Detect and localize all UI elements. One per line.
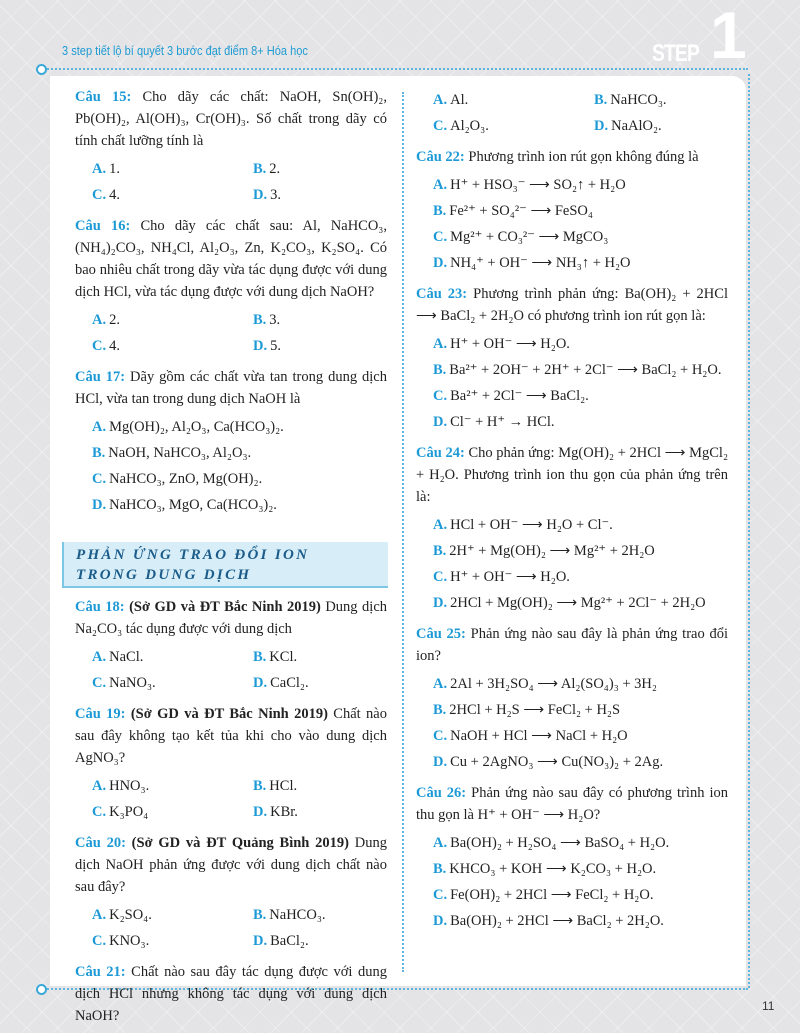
option-c <box>433 882 728 908</box>
question-18-options <box>92 644 387 696</box>
option-text: 2HCl + Mg(OH)₂ ⟶ Mg²⁺ + 2Cl⁻ + 2H₂O <box>450 595 706 611</box>
question-label: Câu 25: <box>416 626 466 642</box>
option-letter: B. <box>253 649 267 665</box>
option-d <box>433 590 728 616</box>
question-text: Cho dãy các chất sau: Al, NaHCO₃, (NH₄)₂CO₃, NH₄Cl, Al₂O₃, Zn, K₂CO₃, K₂SO₄. Có bao nhiêu chất trong dãy vừa tác dụng được với dung dịch HCl, vừa tác dụng được với dung dịch NaOH? <box>75 218 387 300</box>
option-letter: C. <box>433 118 448 134</box>
question-source: (Sở GD và ĐT Bắc Ninh 2019) <box>125 706 328 722</box>
option-letter: C. <box>433 229 448 245</box>
option-text: 2. <box>109 312 120 328</box>
option-text: BaCl₂. <box>270 933 309 949</box>
option-text: Fe(OH)₂ + 2HCl ⟶ FeCl₂ + H₂O. <box>450 887 654 903</box>
question-label: Câu 16: <box>75 218 131 234</box>
option-letter: B. <box>253 907 267 923</box>
option-c <box>92 182 253 208</box>
option-d <box>594 113 728 139</box>
question-20 <box>75 832 387 898</box>
question-24 <box>416 442 728 508</box>
option-letter: C. <box>92 675 107 691</box>
question-label: Câu 21: <box>75 964 126 980</box>
option-b <box>253 773 387 799</box>
question-label: Câu 19: <box>75 706 126 722</box>
option-text: H⁺ + OH⁻ ⟶ H₂O. <box>450 336 570 352</box>
option-letter: A. <box>433 835 448 851</box>
right-dotted-border <box>748 74 750 988</box>
option-text: Cu + 2AgNO₃ ⟶ Cu(NO₃)₂ + 2Ag. <box>450 754 664 770</box>
option-letter: C. <box>92 338 107 354</box>
option-d <box>253 333 387 359</box>
question-text: Chất nào sau đây tác dụng được với dung dịch HCl nhưng không tác dụng với dung dịch NaOH? <box>75 964 387 1024</box>
option-letter: B. <box>433 543 447 559</box>
option-d <box>92 492 387 518</box>
option-a <box>433 172 728 198</box>
question-23-options <box>433 331 728 435</box>
option-letter: B. <box>253 778 267 794</box>
option-text: Fe²⁺ + SO₄²⁻ ⟶ FeSO₄ <box>449 203 593 219</box>
option-b <box>433 538 728 564</box>
option-text: Al. <box>450 92 469 108</box>
option-d <box>253 799 387 825</box>
option-text: K₂SO₄. <box>109 907 152 923</box>
option-letter: A. <box>92 778 107 794</box>
question-22 <box>416 146 728 168</box>
option-text: Ba²⁺ + 2OH⁻ + 2H⁺ + 2Cl⁻ ⟶ BaCl₂ + H₂O. <box>449 362 722 378</box>
option-letter: A. <box>92 649 107 665</box>
option-text: HCl. <box>269 778 298 794</box>
option-letter: B. <box>433 203 447 219</box>
option-text: 3. <box>269 312 281 328</box>
option-letter: A. <box>433 92 448 108</box>
option-text: NaNO₃. <box>109 675 156 691</box>
option-letter: B. <box>433 362 447 378</box>
option-text: KCl. <box>269 649 298 665</box>
option-text: Mg²⁺ + CO₃²⁻ ⟶ MgCO₃ <box>450 229 609 245</box>
question-label: Câu 23: <box>416 286 468 302</box>
option-d <box>433 749 728 775</box>
question-text: Cho phản ứng: Mg(OH)₂ + 2HCl ⟶ MgCl₂ + H₂O. Phương trình ion thu gọn của phản ứng trên là: <box>416 445 728 505</box>
option-b <box>433 697 728 723</box>
option-text: K₃PO₄ <box>109 804 149 820</box>
question-label: Câu 17: <box>75 369 126 385</box>
option-text: Ba²⁺ + 2Cl⁻ ⟶ BaCl₂. <box>450 388 589 404</box>
option-text: HNO₃. <box>109 778 150 794</box>
question-source: (Sở GD và ĐT Quảng Bình 2019) <box>125 835 349 851</box>
step-word: STEP <box>652 40 699 67</box>
option-text: 3. <box>270 187 281 203</box>
option-letter: D. <box>253 338 268 354</box>
option-b <box>253 307 387 333</box>
step-number: 1 <box>710 0 747 72</box>
option-letter: A. <box>92 907 107 923</box>
option-a <box>92 902 253 928</box>
option-text: 2HCl + H₂S ⟶ FeCl₂ + H₂S <box>449 702 621 718</box>
question-text: Phương trình phản ứng: Ba(OH)₂ + 2HCl ⟶ BaCl₂ + 2H₂O có phương trình ion rút gọn là: <box>416 286 728 324</box>
option-letter: D. <box>433 255 448 271</box>
question-25 <box>416 623 728 667</box>
question-16-options <box>92 307 387 359</box>
option-text: NaOH + HCl ⟶ NaCl + H₂O <box>450 728 628 744</box>
question-26 <box>416 782 728 826</box>
option-b <box>594 87 728 113</box>
top-dotted-border <box>44 68 748 70</box>
option-a <box>433 671 728 697</box>
option-letter: C. <box>433 887 448 903</box>
column-divider <box>402 92 404 972</box>
question-22-options <box>433 172 728 276</box>
option-text: CaCl₂. <box>270 675 309 691</box>
question-19 <box>75 703 387 769</box>
option-a <box>433 512 728 538</box>
option-d <box>253 670 387 696</box>
page-number: 11 <box>762 999 775 1013</box>
question-text: Phản ứng nào sau đây là phản ứng trao đổi ion? <box>416 626 729 664</box>
option-letter: B. <box>433 702 447 718</box>
option-letter: D. <box>253 933 268 949</box>
option-b <box>433 856 728 882</box>
option-letter: C. <box>433 728 448 744</box>
option-text: NaOH, NaHCO₃, Al₂O₃. <box>108 445 252 461</box>
option-letter: D. <box>433 595 448 611</box>
option-a <box>433 87 594 113</box>
option-text: 2. <box>269 161 281 177</box>
option-letter: C. <box>92 804 107 820</box>
option-text: 2H⁺ + Mg(OH)₂ ⟶ Mg²⁺ + 2H₂O <box>449 543 655 559</box>
option-a <box>92 644 253 670</box>
left-column <box>75 86 387 1027</box>
option-text: 4. <box>109 187 120 203</box>
option-letter: B. <box>92 445 106 461</box>
option-d <box>433 409 728 435</box>
option-text: NaCl. <box>109 649 144 665</box>
option-text: KNO₃. <box>109 933 150 949</box>
option-text: Al₂O₃. <box>450 118 489 134</box>
option-letter: D. <box>433 754 448 770</box>
question-20-options <box>92 902 387 954</box>
option-b <box>433 357 728 383</box>
question-label: Câu 26: <box>416 785 467 801</box>
option-letter: A. <box>92 312 107 328</box>
option-a <box>92 414 387 440</box>
question-26-options <box>433 830 728 934</box>
section-heading <box>62 542 388 588</box>
question-source: (Sở GD và ĐT Bắc Ninh 2019) <box>124 599 321 615</box>
option-d <box>433 908 728 934</box>
option-b <box>253 644 387 670</box>
option-text: NaHCO₃, ZnO, Mg(OH)₂. <box>109 471 263 487</box>
bottom-circle-ornament <box>36 984 47 995</box>
option-letter: A. <box>92 161 107 177</box>
question-15-options <box>92 156 387 208</box>
option-d <box>433 250 728 276</box>
question-text: Phản ứng nào sau đây có phương trình ion thu gọn là H⁺ + OH⁻ ⟶ H₂O? <box>416 785 728 823</box>
question-21-options <box>433 87 728 139</box>
option-text: NaHCO₃, MgO, Ca(HCO₃)₂. <box>109 497 277 513</box>
option-text: H⁺ + HSO₃⁻ ⟶ SO₂↑ + H₂O <box>450 177 626 193</box>
option-letter: D. <box>253 804 268 820</box>
option-letter: B. <box>253 312 267 328</box>
option-letter: A. <box>92 419 107 435</box>
option-letter: C. <box>92 187 107 203</box>
option-text: Mg(OH)₂, Al₂O₃, Ca(HCO₃)₂. <box>109 419 284 435</box>
question-17 <box>75 366 387 410</box>
question-21 <box>75 961 387 1027</box>
option-text: Ba(OH)₂ + H₂SO₄ ⟶ BaSO₄ + H₂O. <box>450 835 670 851</box>
question-16 <box>75 215 387 303</box>
question-label: Câu 24: <box>416 445 465 461</box>
question-18 <box>75 596 387 640</box>
option-letter: D. <box>594 118 609 134</box>
option-letter: A. <box>433 517 448 533</box>
option-a <box>92 773 253 799</box>
option-letter: D. <box>433 913 448 929</box>
question-label: Câu 20: <box>75 835 126 851</box>
option-a <box>433 331 728 357</box>
option-c <box>433 564 728 590</box>
question-17-options <box>92 414 387 518</box>
section-heading-text: PHẢN ỨNG TRAO ĐỔI ION TRONG DUNG DỊCH <box>76 547 310 583</box>
option-a <box>92 156 253 182</box>
question-text: Dung dịch Na₂CO₃ tác dụng được với dung dịch <box>75 599 388 637</box>
step-badge <box>652 0 747 72</box>
question-text: Dãy gồm các chất vừa tan trong dung dịch HCl, vừa tan trong dung dịch NaOH là <box>75 369 387 407</box>
option-text: 4. <box>109 338 120 354</box>
option-text: HCl + OH⁻ ⟶ H₂O + Cl⁻. <box>450 517 613 533</box>
option-letter: C. <box>92 933 107 949</box>
right-column <box>416 87 728 934</box>
option-letter: C. <box>433 569 448 585</box>
question-19-options <box>92 773 387 825</box>
question-label: Câu 18: <box>75 599 125 615</box>
option-text: 2Al + 3H₂SO₄ ⟶ Al₂(SO₄)₃ + 3H₂ <box>450 676 657 692</box>
option-c <box>433 383 728 409</box>
question-23 <box>416 283 728 327</box>
option-text: 5. <box>270 338 281 354</box>
option-b <box>92 440 387 466</box>
option-b <box>253 156 387 182</box>
option-letter: B. <box>594 92 608 108</box>
option-c <box>92 333 253 359</box>
option-c <box>92 799 253 825</box>
option-letter: C. <box>92 471 107 487</box>
page-header-title: 3 step tiết lộ bí quyết 3 bước đạt điểm 8+ Hóa học <box>62 43 308 58</box>
option-letter: A. <box>433 336 448 352</box>
option-text: KBr. <box>270 804 298 820</box>
question-text: Phương trình ion rút gọn không đúng là <box>464 149 699 165</box>
option-letter: A. <box>433 177 448 193</box>
option-c <box>92 670 253 696</box>
option-b <box>433 198 728 224</box>
question-15 <box>75 86 387 152</box>
option-a <box>433 830 728 856</box>
question-label: Câu 15: <box>75 89 132 105</box>
option-b <box>253 902 387 928</box>
option-letter: A. <box>433 676 448 692</box>
question-text: Cho dãy các chất: NaOH, Sn(OH)₂, Pb(OH)₂, Al(OH)₃, Cr(OH)₃. Số chất trong dãy có tính chất lưỡng tính là <box>75 89 387 149</box>
option-text: NH₄⁺ + OH⁻ ⟶ NH₃↑ + H₂O <box>450 255 631 271</box>
question-25-options <box>433 671 728 775</box>
question-24-options <box>433 512 728 616</box>
option-c <box>92 928 253 954</box>
option-letter: B. <box>253 161 267 177</box>
option-d <box>253 182 387 208</box>
option-d <box>253 928 387 954</box>
top-circle-ornament <box>36 64 47 75</box>
option-letter: C. <box>433 388 448 404</box>
option-text: Ba(OH)₂ + 2HCl ⟶ BaCl₂ + 2H₂O. <box>450 913 664 929</box>
question-text: Chất nào sau đây không tạo kết tủa khi cho vào dung dịch AgNO₃? <box>75 706 387 766</box>
option-c <box>433 723 728 749</box>
option-c <box>433 113 594 139</box>
option-text: NaHCO₃. <box>269 907 326 923</box>
option-letter: D. <box>253 187 268 203</box>
option-text: NaHCO₃. <box>610 92 667 108</box>
question-text: Dung dịch NaOH phản ứng được với dung dịch chất nào sau đây? <box>75 835 387 895</box>
option-letter: B. <box>433 861 447 877</box>
option-a <box>92 307 253 333</box>
option-letter: D. <box>433 414 448 430</box>
option-text: H⁺ + OH⁻ ⟶ H₂O. <box>450 569 570 585</box>
option-c <box>433 224 728 250</box>
question-label: Câu 22: <box>416 149 465 165</box>
option-text: 1. <box>109 161 120 177</box>
option-text: KHCO₃ + KOH ⟶ K₂CO₃ + H₂O. <box>449 861 657 877</box>
option-text: NaAlO₂. <box>611 118 662 134</box>
option-c <box>92 466 387 492</box>
option-letter: D. <box>253 675 268 691</box>
option-text: Cl⁻ + H⁺ → HCl. <box>450 414 555 430</box>
option-letter: D. <box>92 497 107 513</box>
